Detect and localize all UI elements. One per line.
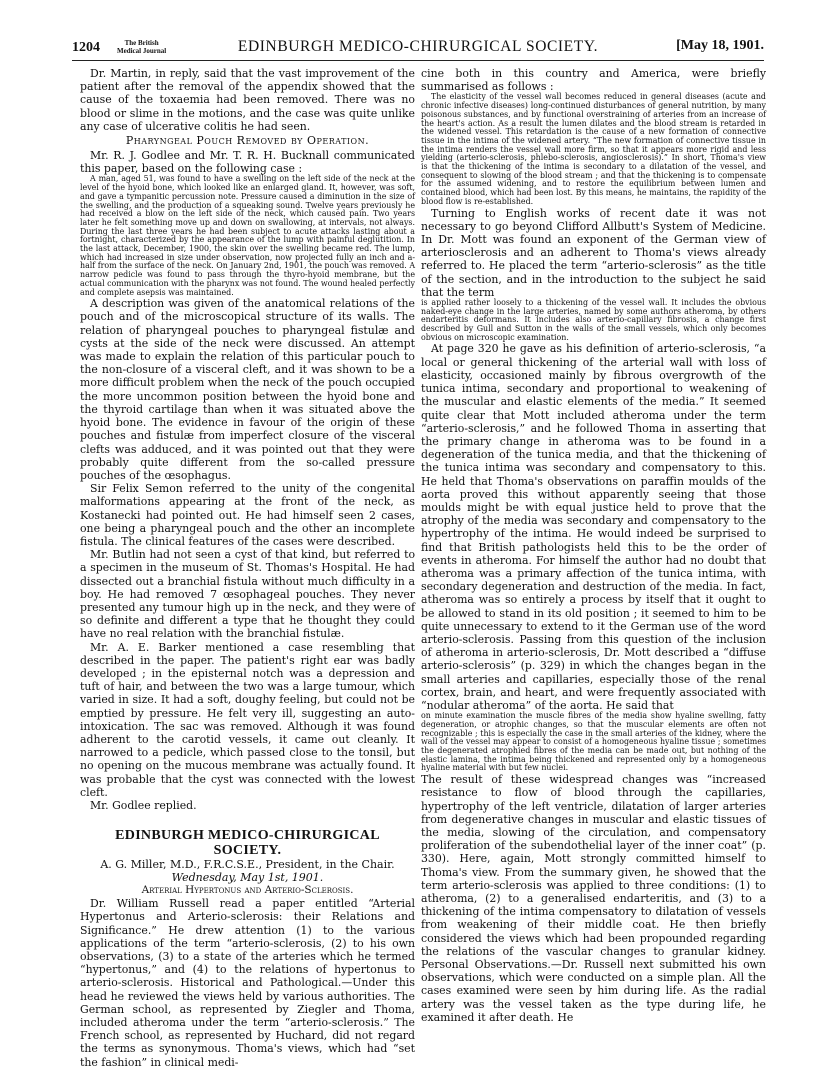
barker-paragraph: Mr. A. E. Barker mentioned a case resembling that described in the paper. The patient's right ear was badly developed ; in the episternal notch was a depression and tuft of hair, and between the two was a large tumour, which varied in size. It had a soft, doughy feeling, but could not be emptied by pressure. He felt very ill, suggesting an auto-intoxication. The sac was removed. Although it was found adherent to the carotid vessels, it came out cleanly. It narrowed to a pedicle, which passed close to the tonsil, but no opening on the mucous membrane was actually found. It was probable that the cyst was connected with the lowest cleft. bbox=[80, 640, 415, 799]
allbutt-paragraph: Turning to English works of recent date it was not necessary to go beyond Clifford Allbutt's System of Medicine. In Dr. Mott was found an exponent of the German view of arteriosclerosis and an adherent to Thoma's views already referred to. He placed the term “arterio-sclerosis” as the title of the section, and in the introduction to the subject he said that the term bbox=[421, 206, 766, 299]
journal-line-1: The British bbox=[124, 39, 159, 47]
section-heading-pouch: Pharyngeal Pouch Removed by Operation. bbox=[125, 134, 370, 148]
running-title: EDINBURGH MEDICO-CHIRURGICAL SOCIETY. bbox=[237, 38, 599, 55]
russell-paragraph: Dr. William Russell read a paper entitled “Arterial Hypertonus and Arterio-sclerosis: their Relations and Significance.” He drew attention (1) to the various applications of the term “arterio-sclerosis, (2) to his own observations, (3) to a state of the arteries which he termed “hypertonus,” and (4) to the relations of hypertonus to arterio-sclerosis. Historical and Pathological.—Under this head he reviewed the views held by various authorities. The German school, as represented by Ziegler and Thoma, included atheroma under the term “arterio-sclerosis.” The French school, as represented by Huchard, did not regard the terms as synonymous. Thoma's views, which had “set the fashion” in clinical medi- bbox=[80, 897, 415, 1069]
mott-quote-small: is applied rather loosely to a thickening of the vessel wall. It includes the obvious naked-eye change in the large arteries, named by some authors atheroma, by others endarteritis deformans. It includes also arterio-capillary fibrosis, a change first described by Gull and Sutton in the walls of the small vessels, which only becomes obvious on microscopic examination. bbox=[421, 297, 766, 342]
description-paragraph: A description was given of the anatomical relations of the pouch and of the microscopical structure of its walls. The relation of pharyngeal pouches to pharyngeal fistulæ and cysts at the side of the neck were discussed. An attempt was made to explain the relation of this particular pouch to the non-closure of a visceral cleft, and it was shown to be a more difficult problem when the neck of the pouch occupied the more uncommon position between the hyoid bone and the thyroid cartilage than when it was situated above the hyoid bone. The evidence in favour of the origin of these pouches and fistulæ from imperfect closure of the visceral clefts was adduced, and it was pointed out that they were probably quite different from the so-called pressure pouches of the œsophagus. bbox=[80, 297, 415, 482]
continuation-paragraph: cine both in this country and America, were briefly summarised as follows : bbox=[421, 67, 766, 94]
page-number: 1204 bbox=[72, 40, 100, 55]
issue-date: [May 18, 1901. bbox=[676, 38, 764, 53]
thoma-summary-small: The elasticity of the vessel wall becomes reduced in general diseases (acute and chronic infective diseases) long-continued disturbances of general nutrition, by many poisonous substances, and by functional overstraining of arteries from an increase of the heart's action. As a result the lumen dilates and the blood stream is retarded in the widened vessel. This retardation is the cause of a new formation of connective tissue in the intima of the widened artery. “The new formation of connective tissue in the intima renders the vessel wall more firm, so that it appears more rigid and less yielding (arterio-sclerosis, phlebo-sclerosis, angiosclerosis).” In short, Thoma's view is that the thickening of the intima is secondary to a dilatation of the vessel, and consequent to slowing of the blood stream ; and that the thickening is to compensate for the assumed widening, and to restore the equilibrium between lumen and contained blood, which had been lost. By this means, he maintains, the rapidity of the blood flow is re-established. bbox=[421, 92, 766, 206]
case-report-small: A man, aged 51, was found to have a swelling on the left side of the neck at the level of the hyoid bone, which looked like an enlarged gland. It, however, was soft, and gave a tympanitic percussion note. Pressure caused a diminution in the size of the swelling, and the production of a squeaking sound. Twelve years previously he had received a blow on the left side of the neck, which caused pain. Two years later he felt something move up and down on swallowing, at intervals, not always. During the last three years he had been subject to acute attacks lasting about a fortnight, characterized by the appearance of the lump with painful deglutition. In the last attack, December, 1900, the skin over the swelling became red. The lump, which had increased in size under observation, now projected fully an inch and a-half from the surface of the neck. On January 2nd, 1901, the pouch was removed. A narrow pedicle was found to pass through the thyro-hyoid membrane, but the actual communication with the pharynx was not found. The wound healed perfectly and complete asepsis was maintained. bbox=[80, 174, 416, 297]
president-line: A. G. Miller, M.D., F.R.C.S.E., President, in the Chair. bbox=[100, 858, 395, 872]
meeting-date: Wednesday, May 1st, 1901. bbox=[171, 871, 324, 885]
semon-paragraph: Sir Felix Semon referred to the unity of the congenital malformations appearing at the front of the neck, as Kostanecki had pointed out. He had himself seen 2 cases, one being a pharyngeal pouch and the other an incomplete fistula. The clinical features of the cases were described. bbox=[80, 482, 415, 548]
left-column bbox=[80, 67, 416, 1069]
right-column bbox=[421, 67, 766, 1024]
muscle-quote-small: on minute examination the muscle fibres of the media show hyaline swelling, fatty degeneration, or atrophic changes, so that the muscular elements are often not recognizable ; this is especially the case in the small arteries of the kidney, where the wall of the vessel may appear to consist of a homogeneous hyaline tissue ; sometimes the degenerated atrophied fibres of the media can be made out, but nothing of the elastic lamina, the intima being thickened and represented only by a homogeneous hyaline material with but few nuclei. bbox=[421, 711, 766, 773]
butlin-paragraph: Mr. Butlin had not seen a cyst of that kind, but referred to a specimen in the museum of St. Thomas's Hospital. He had dissected out a branchial fistula without much difficulty in a boy. He had removed 7 œsophageal pouches. They never presented any tumour high up in the neck, and they were of so definite and different a type that he thought they could have no real relation with the branchial fistulæ. bbox=[80, 548, 415, 641]
running-header bbox=[72, 38, 764, 61]
journal-line-2: Medical Journal bbox=[117, 46, 167, 55]
result-paragraph: The result of these widespread changes was “increased resistance to flow of blood through the capillaries, hypertrophy of the left ventricle, dilatation of larger arteries from degenerative changes in muscular and elastic tissues of the media, slowing of the circulation, and compensatory proliferation of the subendothelial layer of the inner coat” (p. 330). Here, again, Mott strongly committed himself to Thoma's view. From the summary given, he showed that the term arterio-sclerosis was applied to three conditions: (1) to atheroma, (2) to a generalised endarteritis, and (3) to a thickening of the intima compensatory to dilatation of vessels from weakening of their middle coat. He then briefly considered the views which had been propounded regarding the relations of the vascular changes to granular kidney. Personal Observations.—Dr. Russell next submitted his own observations, which were conducted on a simple plan. All the cases examined were seen by him during life. As the radial artery was the vessel taken as the type during life, he examined it after death. He bbox=[421, 773, 766, 1024]
society-title: EDINBURGH MEDICO-CHIRURGICAL SOCIETY. bbox=[115, 828, 380, 859]
godlee-intro: Mr. R. J. Godlee and Mr. T. R. H. Bucknall communicated this paper, based on the following case : bbox=[80, 149, 415, 176]
martin-paragraph: Dr. Martin, in reply, said that the vast improvement of the patient after the removal of the appendix showed that the cause of the toxaemia had been removed. There was no blood or slime in the motions, and the case was quite unlike any case of ulcerative colitis he had seen. bbox=[80, 67, 415, 133]
section-heading-arterial: Arterial Hypertonus and Arterio-Sclerosis. bbox=[141, 884, 354, 897]
godlee-reply: Mr. Godlee replied. bbox=[90, 798, 197, 812]
page320-paragraph: At page 320 he gave as his definition of arterio-sclerosis, “a local or general thickening of the arterial wall with loss of elasticity, occasioned mainly by fibrous overgrowth of the tunica intima, secondary and proportional to weakening of the muscular and elastic elements of the media.” It seemed quite clear that Mott included atheroma under the term “arterio-sclerosis,” and he followed Thoma in asserting that the primary change in atheroma was to be found in a degeneration of the tunica media, and that the thickening of the tunica intima was secondary and compensatory to this. He held that Thoma's observations on paraffin moulds of the aorta proved this without apparently seeing that those moulds might be with equal justice held to prove that the atrophy of the media was secondary and compensatory to the hypertrophy of the intima. He would indeed be surprised to find that British pathologists held this to be the order of events in atheroma. For himself the author had no doubt that atheroma was a primary affection of the tunica intima, with secondary degeneration and destruction of the media. In fact, atheroma was so entirely a process by itself that it ought to be allowed to stand in its old position ; it seemed to him to be quite unnecessary to extend to it the German use of the word arterio-sclerosis. Passing from this question of the inclusion of atheroma in arterio-sclerosis, Dr. Mott described a “diffuse arterio-sclerosis” (p. 329) in which the changes began in the small arteries and capillaries, especially those of the renal cortex, brain, and heart, and were frequently associated with “nodular atheroma” of the aorta. He said that bbox=[421, 342, 766, 712]
